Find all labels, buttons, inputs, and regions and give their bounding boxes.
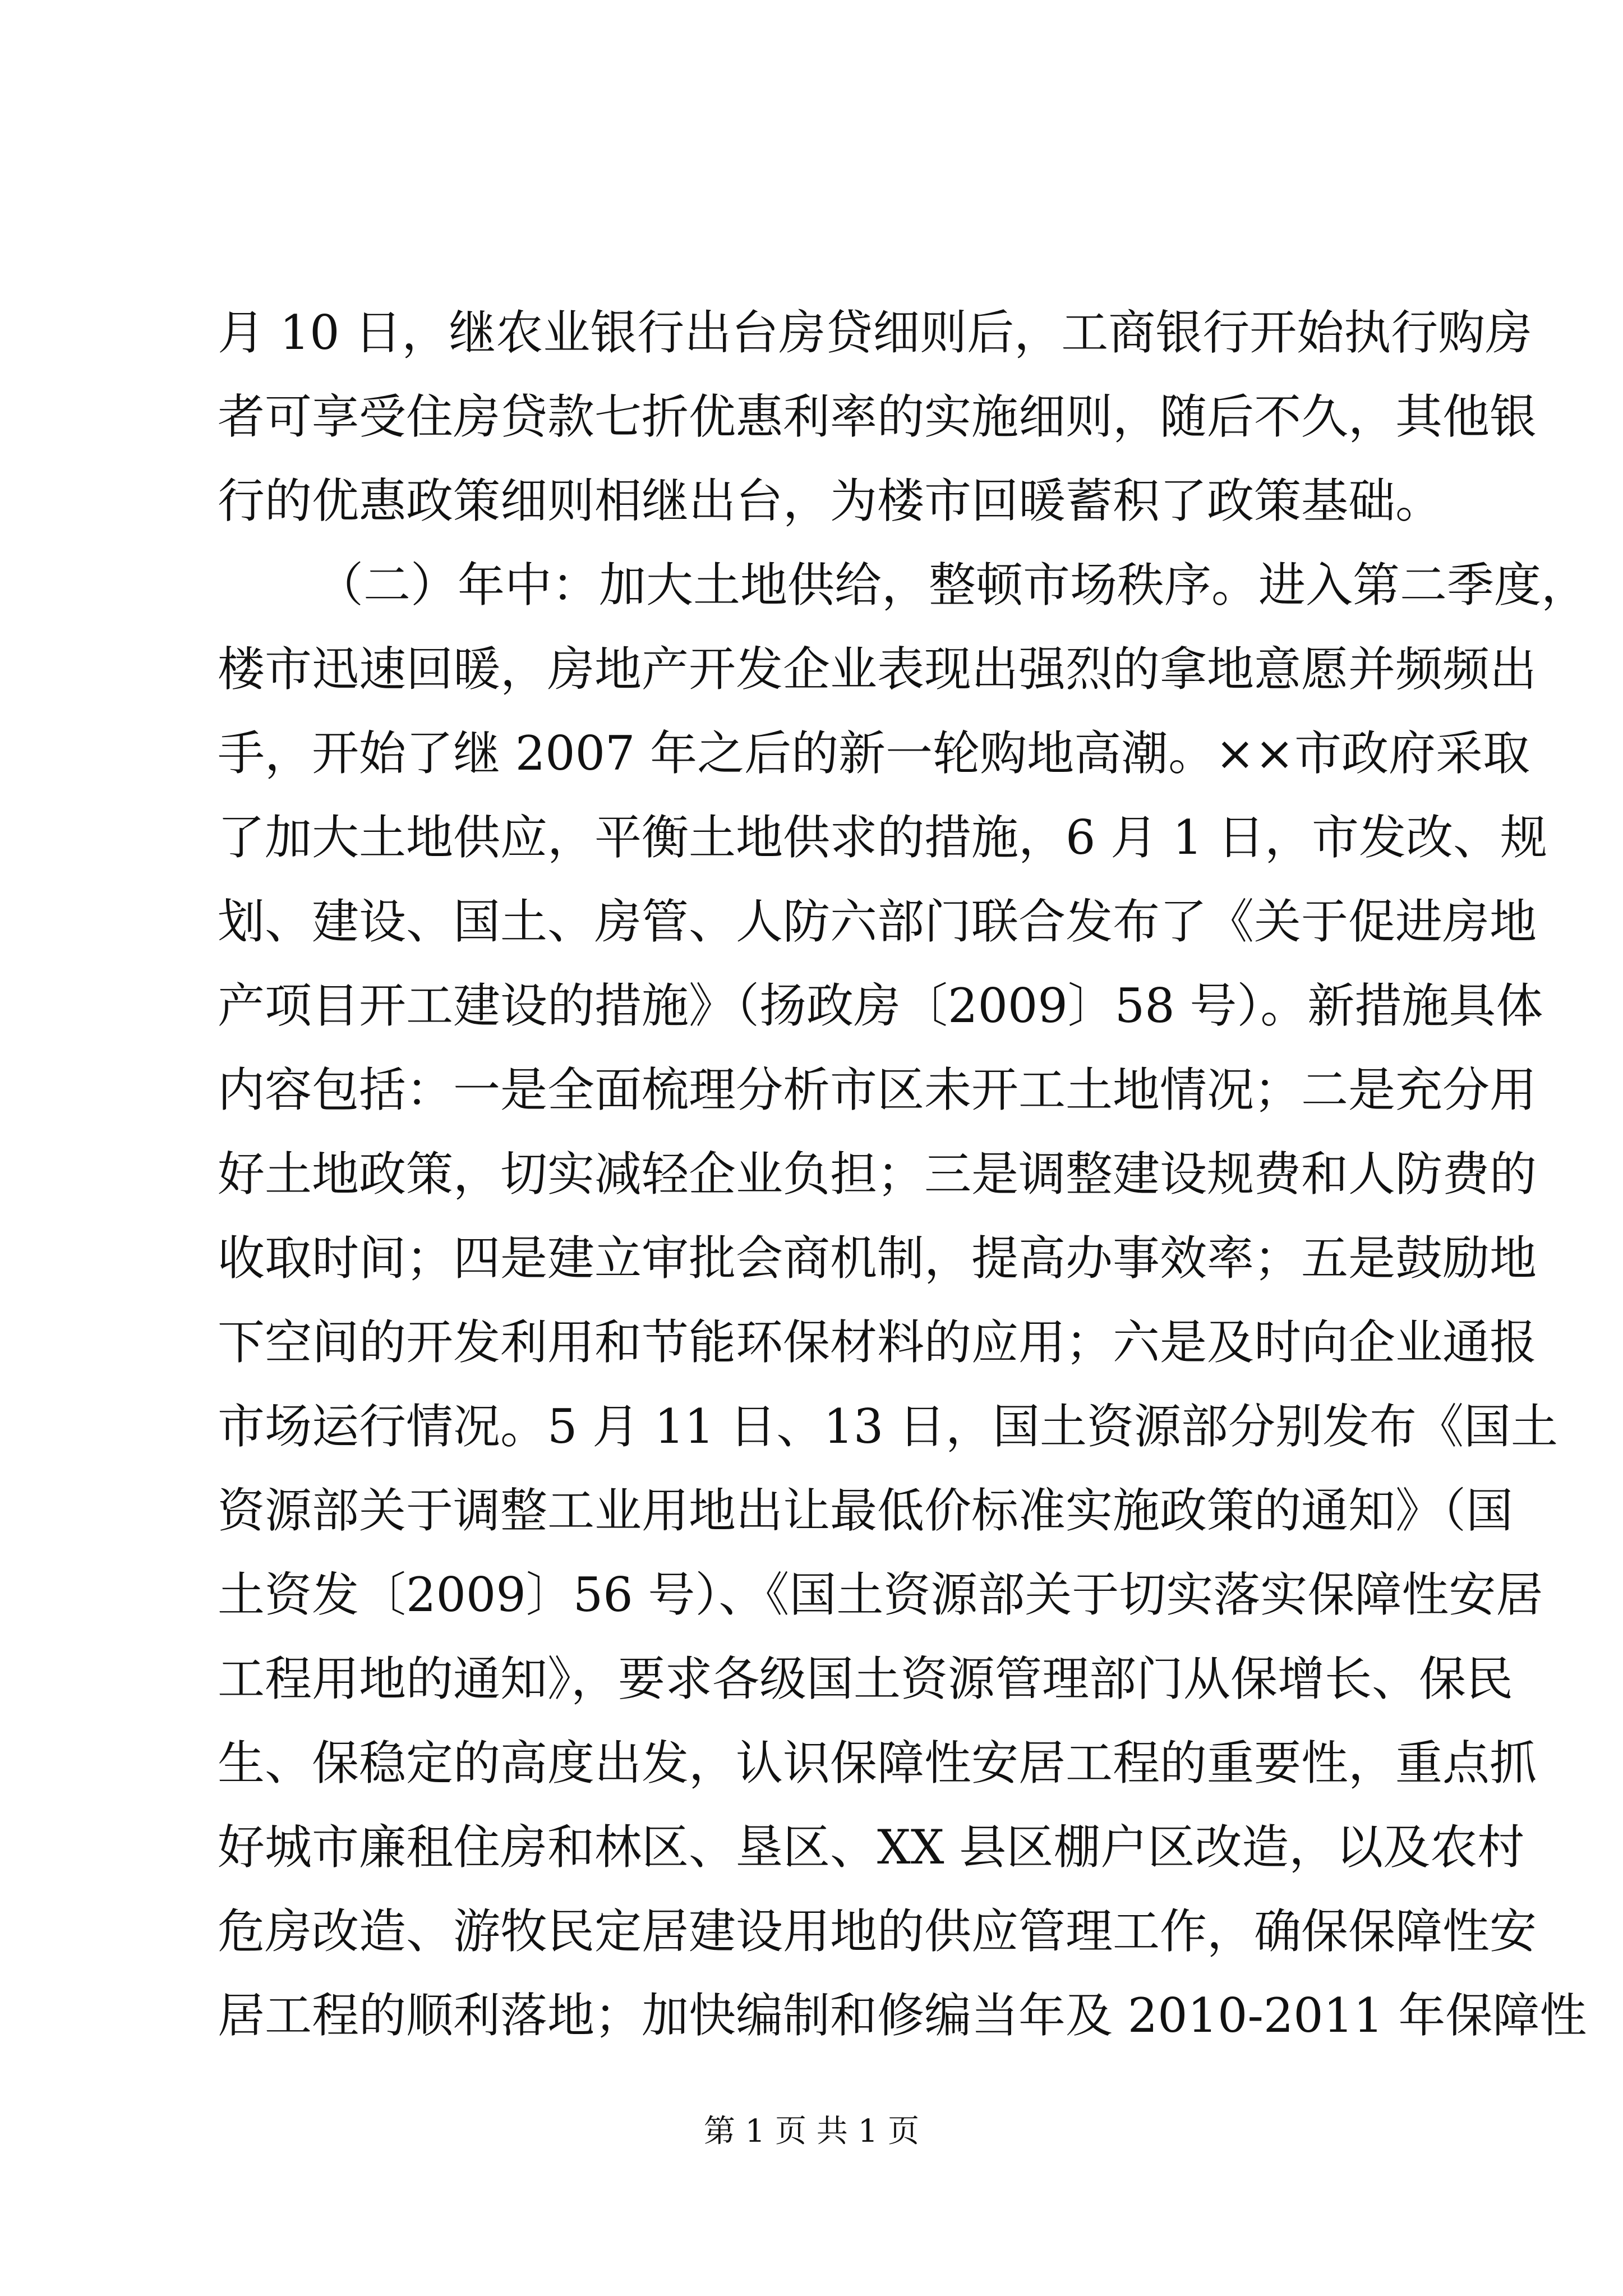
text-line: 土资发〔2009〕56 号）、《国土资源部关于切实落实保障性安居 — [218, 1567, 1543, 1622]
text-line: 工程用地的通知》，要求各级国土资源管理部门从保增长、保民 — [218, 1651, 1514, 1706]
text-line: 市场运行情况。5 月 11 日、13 日，国土资源部分别发布《国土 — [218, 1399, 1559, 1454]
text-line: 了加大土地供应，平衡土地供求的措施，6 月 1 日，市发改、规 — [218, 810, 1547, 865]
text-line: 月 10 日，继农业银行出台房贷细则后，工商银行开始执行购房 — [218, 305, 1533, 360]
text-line: 产项目开工建设的措施》（扬政房〔2009〕58 号）。新措施具体 — [218, 978, 1543, 1033]
text-line: 手，开始了继 2007 年之后的新一轮购地高潮。××市政府采取 — [218, 726, 1530, 781]
text-line: 好土地政策，切实减轻企业负担；三是调整建设规费和人防费的 — [218, 1147, 1537, 1202]
body-text — [218, 291, 1589, 2058]
text-line: 划、建设、国土、房管、人防六部门联合发布了《关于促进房地 — [218, 894, 1537, 949]
text-line: 收取时间；四是建立审批会商机制，提高办事效率；五是鼓励地 — [218, 1231, 1537, 1286]
text-line: 资源部关于调整工业用地出让最低价标准实施政策的通知》（国 — [218, 1483, 1514, 1538]
text-line: 生、保稳定的高度出发，认识保障性安居工程的重要性，重点抓 — [218, 1736, 1537, 1791]
text-line: 危房改造、游牧民定居建设用地的供应管理工作，确保保障性安 — [218, 1904, 1537, 1959]
page-footer: 第 1 页 共 1 页 — [703, 2113, 920, 2150]
text-line: 内容包括：一是全面梳理分析市区未开工土地情况；二是充分用 — [218, 1062, 1537, 1117]
text-line: 楼市迅速回暖，房地产开发企业表现出强烈的拿地意愿并频频出 — [218, 642, 1537, 697]
text-line: 者可享受住房贷款七折优惠利率的实施细则，随后不久，其他银 — [218, 389, 1537, 444]
section-heading-line: （二）年中：加大土地供给，整顿市场秩序。进入第二季度， — [316, 558, 1589, 613]
text-line: 下空间的开发利用和节能环保材料的应用；六是及时向企业通报 — [218, 1315, 1537, 1370]
text-line: 好城市廉租住房和林区、垦区、XX 县区棚户区改造，以及农村 — [218, 1820, 1525, 1875]
text-line: 行的优惠政策细则相继出台，为楼市回暖蓄积了政策基础。 — [218, 473, 1443, 528]
text-line: 居工程的顺利落地；加快编制和修编当年及 2010-2011 年保障性 — [218, 1988, 1587, 2043]
